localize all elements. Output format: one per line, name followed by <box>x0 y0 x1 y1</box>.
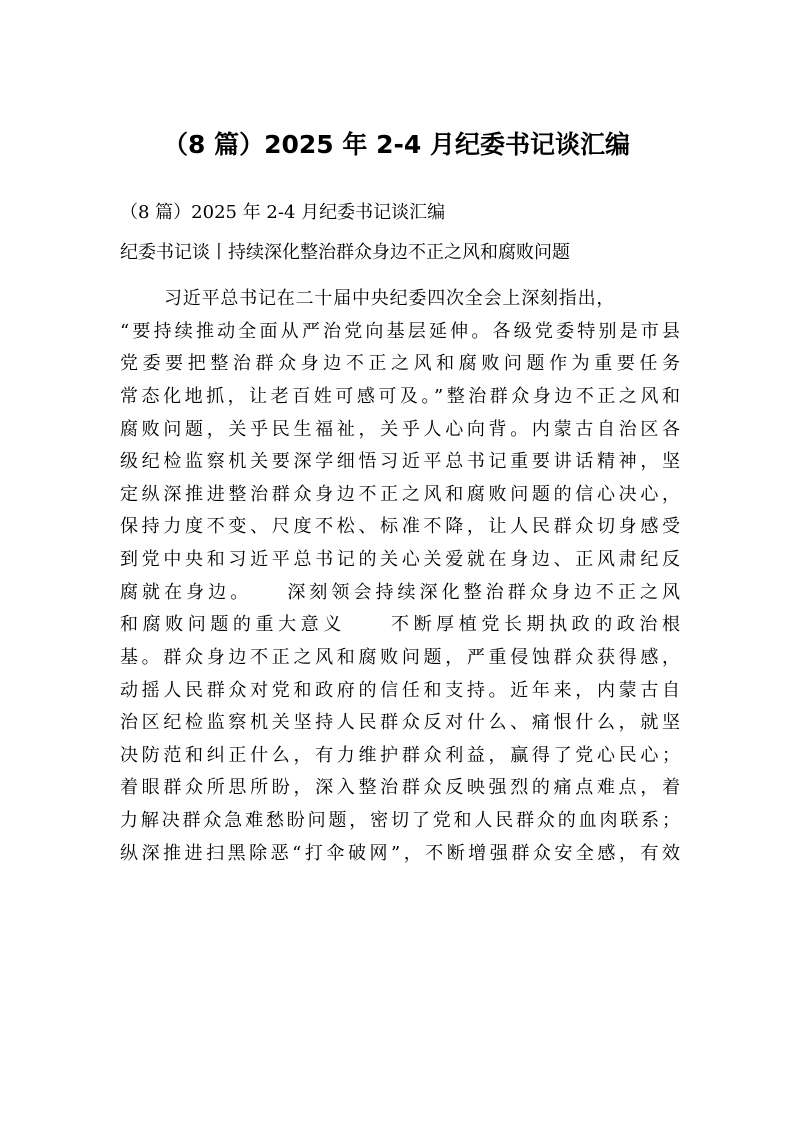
body-line: 基。群众身边不正之风和腐败问题，严重侵蚀群众获得感， <box>120 646 680 668</box>
body-line: 到党中央和习近平总书记的关心关爱就在身边、正风肃纪反 <box>120 549 680 570</box>
body-line: 纵深推进扫黑除恶“打伞破网”，不断增强群众安全感，有效 <box>120 842 680 864</box>
body-line: 定纵深推进整治群众身边不正之风和腐败问题的信心决心， <box>120 483 680 505</box>
body-line: 腐败问题，关乎民生福祉，关乎人心向背。内蒙古自治区各 <box>120 418 680 440</box>
body-line: 常态化地抓，让老百姓可感可及。”整治群众身边不正之风和 <box>120 385 680 407</box>
body-line: 治区纪检监察机关坚持人民群众反对什么、痛恨什么，就坚 <box>120 712 680 734</box>
body-line: 和腐败问题的重大意义 不断厚植党长期执政的政治根 <box>120 614 680 636</box>
body-line: 习近平总书记在二十届中央纪委四次全会上深刻指出， <box>164 288 616 309</box>
body-line: 着眼群众所思所盼，深入整治群众反映强烈的痛点难点，着 <box>120 777 680 799</box>
document-subtitle: （8 篇）2025 年 2-4 月纪委书记谈汇编 <box>120 202 446 223</box>
body-line: 党委要把整治群众身边不正之风和腐败问题作为重要任务 <box>120 353 680 375</box>
body-line: 决防范和纠正什么，有力维护群众利益，赢得了党心民心； <box>120 744 680 766</box>
body-line: “要持续推动全面从严治党向基层延伸。各级党委特别是市县 <box>120 320 680 342</box>
body-line: 级纪检监察机关要深学细悟习近平总书记重要讲话精神，坚 <box>120 451 680 473</box>
body-line: 保持力度不变、尺度不松、标准不降，让人民群众切身感受 <box>120 516 680 538</box>
article-body <box>120 283 680 870</box>
body-line: 腐就在身边。 深刻领会持续深化整治群众身边不正之风 <box>120 581 680 603</box>
body-line: 动摇人民群众对党和政府的信任和支持。近年来，内蒙古自 <box>120 679 680 701</box>
article-heading: 纪委书记谈丨持续深化整治群众身边不正之风和腐败问题 <box>120 242 570 263</box>
document-title: （8 篇）2025 年 2-4 月纪委书记谈汇编 <box>163 130 630 159</box>
body-line: 力解决群众急难愁盼问题，密切了党和人民群众的血肉联系； <box>120 810 680 831</box>
